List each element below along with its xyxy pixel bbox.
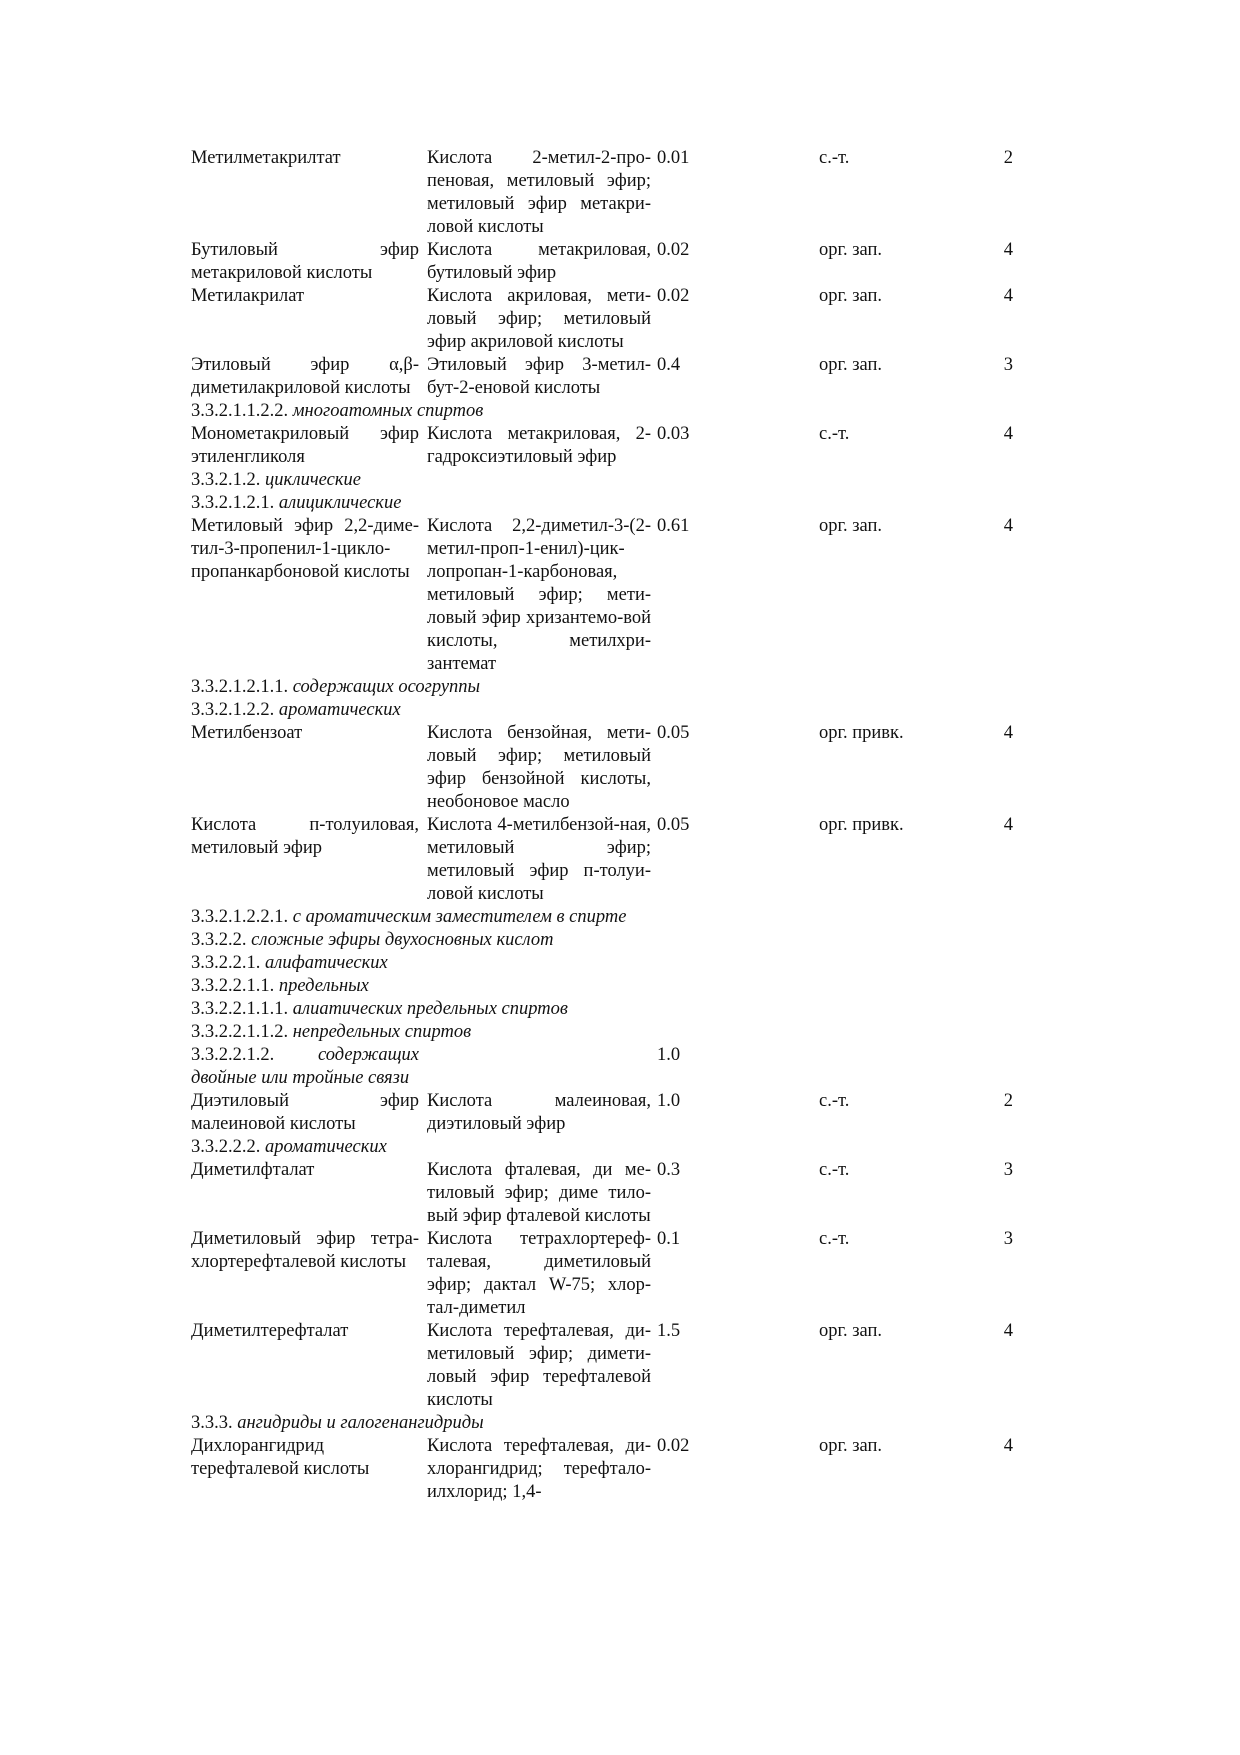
substance-synonyms: Кислота метакриловая, бутиловый эфир bbox=[427, 240, 651, 283]
section-heading-row bbox=[191, 906, 1013, 929]
section-number: 3.3.2.2. bbox=[191, 930, 247, 950]
limiting-indicator: с.-т. bbox=[819, 1229, 850, 1249]
section-title: ароматических bbox=[278, 700, 401, 720]
section-title: циклические bbox=[265, 470, 361, 490]
hazard-class: 4 bbox=[1003, 516, 1013, 536]
section-heading-row bbox=[191, 699, 1013, 722]
section-number: 3.3.2.1.2.1.1. bbox=[191, 677, 289, 697]
substance-synonyms: Кислота терефталевая, ди-хлорангидрид; терефтало-илхлорид; 1,4- bbox=[427, 1436, 651, 1502]
section-title: алифатических bbox=[265, 953, 388, 973]
hazard-class: 4 bbox=[1003, 1436, 1013, 1456]
section-heading bbox=[191, 400, 1013, 423]
section-heading-row bbox=[191, 952, 1013, 975]
section-number: 3.3.2.2.1. bbox=[191, 953, 261, 973]
section-number: 3.3.2.1.2.2.1. bbox=[191, 907, 289, 927]
section-number: 3.3.2.2.2. bbox=[191, 1137, 261, 1157]
section-heading-row bbox=[191, 998, 1013, 1021]
section-number: 3.3.2.1.2.2. bbox=[191, 700, 275, 720]
section-title: содержащих двойные или тройные связи bbox=[191, 1045, 419, 1088]
limiting-indicator: орг. зап. bbox=[819, 1321, 883, 1341]
concentration-value: 1.0 bbox=[657, 1091, 681, 1111]
hazard-class: 2 bbox=[1003, 148, 1013, 168]
table-row bbox=[191, 814, 1013, 906]
concentration-value: 1.5 bbox=[657, 1321, 681, 1341]
section-heading bbox=[191, 469, 1013, 492]
section-heading bbox=[191, 906, 1013, 929]
section-heading-row bbox=[191, 929, 1013, 952]
hazard-class: 4 bbox=[1003, 815, 1013, 835]
concentration-value: 0.1 bbox=[657, 1229, 681, 1249]
table-row bbox=[191, 354, 1013, 400]
hazard-class: 4 bbox=[1003, 424, 1013, 444]
section-heading bbox=[191, 1021, 1013, 1044]
section-title: ангидриды и галогенангидриды bbox=[237, 1413, 484, 1433]
limiting-indicator: орг. зап. bbox=[819, 240, 883, 260]
section-heading bbox=[191, 1136, 1013, 1159]
table-row bbox=[191, 423, 1013, 469]
section-title: содержащих осогруппы bbox=[292, 677, 481, 697]
hazard-class: 3 bbox=[1003, 355, 1013, 375]
section-title: многоатомных спиртов bbox=[292, 401, 484, 421]
substance-synonyms: Кислота акриловая, мети-ловый эфир; метиловый эфир акриловой кислоты bbox=[427, 286, 651, 352]
concentration-value: 0.02 bbox=[657, 286, 690, 306]
section-title: непредельных спиртов bbox=[292, 1022, 472, 1042]
substance-name: Диметилтерефталат bbox=[191, 1321, 349, 1341]
section-title: ароматических bbox=[265, 1137, 387, 1157]
table-row bbox=[191, 1228, 1013, 1320]
table-row bbox=[191, 722, 1013, 814]
concentration-value: 0.4 bbox=[657, 355, 681, 375]
substance-name: Монометакриловый эфир этиленгликоля bbox=[191, 424, 419, 467]
section-heading-row bbox=[191, 975, 1013, 998]
substance-name: Метилбензоат bbox=[191, 723, 303, 743]
substance-name: Диэтиловый эфир малеиновой кислоты bbox=[191, 1091, 419, 1134]
substance-synonyms: Кислота тетрахлортереф-талевая, диметиловый эфир; дактал W-75; хлор-тал-диметил bbox=[427, 1229, 651, 1318]
section-heading-row bbox=[191, 676, 1013, 699]
section-number: 3.3.3. bbox=[191, 1413, 233, 1433]
substances-table-body bbox=[191, 147, 1013, 1504]
hazard-class: 3 bbox=[1003, 1229, 1013, 1249]
table-row bbox=[191, 1320, 1013, 1412]
concentration-value: 0.61 bbox=[657, 516, 690, 536]
concentration-value: 0.05 bbox=[657, 815, 690, 835]
limiting-indicator: орг. привк. bbox=[819, 815, 904, 835]
section-heading-row bbox=[191, 1021, 1013, 1044]
substance-name: Диметиловый эфир тетра-хлортерефталевой кислоты bbox=[191, 1229, 419, 1272]
section-heading-row bbox=[191, 400, 1013, 423]
concentration-value: 0.02 bbox=[657, 240, 690, 260]
section-title: алиатических предельных спиртов bbox=[292, 999, 568, 1019]
section-title: сложные эфиры двухосновных кислот bbox=[251, 930, 554, 950]
section-number: 3.3.2.1.2.1. bbox=[191, 493, 275, 513]
section-heading bbox=[191, 492, 1013, 515]
table-row bbox=[191, 1435, 1013, 1504]
section-heading bbox=[191, 998, 1013, 1021]
concentration-value: 0.03 bbox=[657, 424, 690, 444]
hazard-class: 4 bbox=[1003, 723, 1013, 743]
section-heading bbox=[191, 699, 1013, 722]
section-number: 3.3.2.1.2. bbox=[191, 470, 261, 490]
section-heading bbox=[191, 952, 1013, 975]
hazard-class: 2 bbox=[1003, 1091, 1013, 1111]
hazard-class bbox=[993, 1044, 1013, 1090]
concentration-value: 0.01 bbox=[657, 148, 690, 168]
subsection-heading bbox=[191, 1044, 423, 1090]
substance-name: Бутиловый эфир метакриловой кислоты bbox=[191, 240, 419, 283]
subsection-row bbox=[191, 1044, 1013, 1090]
table-row bbox=[191, 1090, 1013, 1136]
substance-synonyms: Кислота 4-метилбензой-ная, метиловый эфир; метиловый эфир п-толуи-ловой кислоты bbox=[427, 815, 651, 904]
substance-synonyms: Этиловый эфир 3-метил-бут-2-еновой кислоты bbox=[427, 355, 651, 398]
substance-synonyms: Кислота фталевая, ди ме-тиловый эфир; диме тило-вый эфир фталевой кислоты bbox=[427, 1160, 651, 1226]
hazard-class: 4 bbox=[1003, 240, 1013, 260]
limiting-indicator: орг. зап. bbox=[819, 355, 883, 375]
section-heading-row bbox=[191, 1136, 1013, 1159]
section-heading bbox=[191, 676, 1013, 699]
section-heading-row bbox=[191, 469, 1013, 492]
limiting-indicator: орг. зап. bbox=[819, 516, 883, 536]
limiting-indicator: с.-т. bbox=[819, 1160, 850, 1180]
substance-synonyms: Кислота метакриловая, 2-гадроксиэтиловый эфир bbox=[427, 424, 651, 467]
substance-synonyms bbox=[423, 1044, 655, 1090]
substance-name: Диметилфталат bbox=[191, 1160, 315, 1180]
substance-name: Метиловый эфир 2,2-диме-тил-3-пропенил-1-цикло-пропанкарбоновой кислоты bbox=[191, 516, 419, 582]
limiting-indicator: орг. привк. bbox=[819, 723, 904, 743]
limiting-indicator: орг. зап. bbox=[819, 1436, 883, 1456]
concentration-value: 0.3 bbox=[657, 1160, 681, 1180]
hazard-class: 4 bbox=[1003, 286, 1013, 306]
section-number: 3.3.2.2.1.1.2. bbox=[191, 1022, 289, 1042]
table-row bbox=[191, 515, 1013, 676]
section-title: алициклические bbox=[278, 493, 402, 513]
section-number: 3.3.2.2.1.1.1. bbox=[191, 999, 289, 1019]
table-row bbox=[191, 1159, 1013, 1228]
table-row bbox=[191, 285, 1013, 354]
section-heading bbox=[191, 929, 1013, 952]
substance-name: Метилметакрилтат bbox=[191, 148, 341, 168]
substance-synonyms: Кислота терефталевая, ди- метиловый эфир; димети-ловый эфир терефталевой кислоты bbox=[427, 1321, 651, 1410]
section-title: предельных bbox=[278, 976, 369, 996]
section-title: с ароматическим заместителем в спирте bbox=[292, 907, 627, 927]
substance-name: Дихлорангидрид терефталевой кислоты bbox=[191, 1436, 370, 1479]
hazard-class: 4 bbox=[1003, 1321, 1013, 1341]
substance-name: Метилакрилат bbox=[191, 286, 305, 306]
substance-synonyms: Кислота 2-метил-2-про-пеновая, метиловый эфир; метиловый эфир метакри-ловой кислоты bbox=[427, 148, 651, 237]
section-number: 3.3.2.2.1.2. bbox=[191, 1045, 275, 1065]
hazard-class: 3 bbox=[1003, 1160, 1013, 1180]
limiting-indicator bbox=[819, 1044, 993, 1090]
substance-name: Этиловый эфир α,β-диметилакриловой кислоты bbox=[191, 355, 419, 398]
limiting-indicator: орг. зап. bbox=[819, 286, 883, 306]
substances-table bbox=[191, 147, 1013, 1504]
section-heading-row bbox=[191, 492, 1013, 515]
table-row bbox=[191, 239, 1013, 285]
section-heading-row bbox=[191, 1412, 1013, 1435]
concentration-value: 1.0 bbox=[657, 1045, 681, 1065]
limiting-indicator: с.-т. bbox=[819, 1091, 850, 1111]
concentration-value: 0.05 bbox=[657, 723, 690, 743]
limiting-indicator: с.-т. bbox=[819, 148, 850, 168]
table-row bbox=[191, 147, 1013, 239]
section-heading bbox=[191, 975, 1013, 998]
substance-synonyms: Кислота бензойная, мети-ловый эфир; метиловый эфир бензойной кислоты, необоновое масло bbox=[427, 723, 651, 812]
section-heading bbox=[191, 1412, 1013, 1435]
limiting-indicator: с.-т. bbox=[819, 424, 850, 444]
section-number: 3.3.2.1.1.2.2. bbox=[191, 401, 289, 421]
concentration-value: 0.02 bbox=[657, 1436, 690, 1456]
substance-name: Кислота п-толуиловая, метиловый эфир bbox=[191, 815, 419, 858]
substance-synonyms: Кислота малеиновая, диэтиловый эфир bbox=[427, 1091, 651, 1134]
substance-synonyms: Кислота 2,2-диметил-3-(2-метил-проп-1-енил)-цик-лопропан-1-карбоновая, метиловый эфир; мети-ловый эфир хризантемо-вой кислоты, метилхри-зантемат bbox=[427, 516, 651, 674]
section-number: 3.3.2.2.1.1. bbox=[191, 976, 275, 996]
